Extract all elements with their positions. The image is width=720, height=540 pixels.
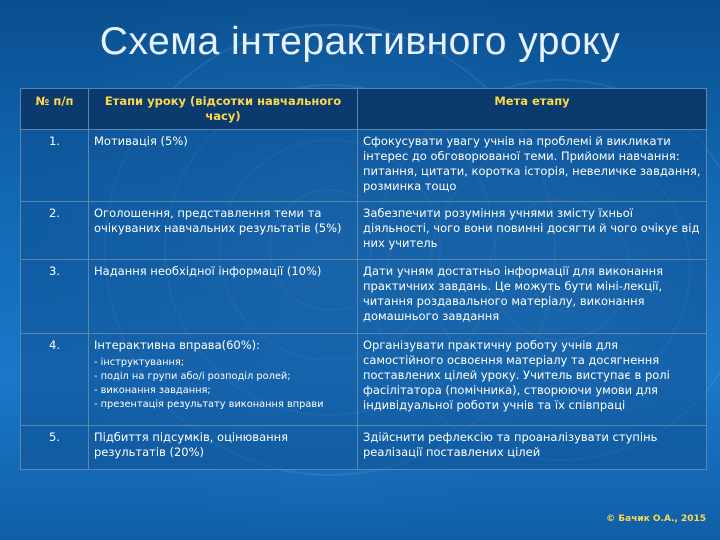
header-stage: Етапи уроку (відсотки навчального часу) <box>89 89 358 130</box>
row-goal: Сфокусувати увагу учнів на проблемі й викликати інтерес до обговорюваної теми. Прийоми навчання: питання, цитати, коротка історія, невеличке завдання, розминка тощо <box>358 130 707 202</box>
header-number: № п/п <box>21 89 89 130</box>
row-stage: Надання необхідної інформації (10%) <box>89 260 358 334</box>
table-row <box>21 334 707 426</box>
table-row <box>21 260 707 334</box>
substep-item: - презентація результату виконання вправи <box>94 399 324 410</box>
substep-item: - поділ на групи або/і розподіл ролей; <box>94 371 291 382</box>
row-stage-cell <box>89 334 358 426</box>
table-row <box>21 202 707 260</box>
lesson-table <box>20 88 707 470</box>
row-number: 5. <box>21 426 89 470</box>
row-stage: Мотивація (5%) <box>89 130 358 202</box>
table-row <box>21 426 707 470</box>
substep-item: - інструктування; <box>94 357 185 368</box>
row-number: 3. <box>21 260 89 334</box>
page-title: Схема інтерактивного уроку <box>99 20 621 63</box>
row-goal: Здійснити рефлексію та проаналізувати ступінь реалізації поставлених цілей <box>358 426 707 470</box>
row-number: 1. <box>21 130 89 202</box>
table-header-row <box>21 89 707 130</box>
row-goal: Організувати практичну роботу учнів для самостійного освоєння матеріалу та досягнення поставлених цілей уроку. Учитель виступає в ролі фасілітатора (помічника), створюючи умови для індивідуальної роботи учнів та їх співпраці <box>358 334 707 426</box>
copyright-footer: © Бачик О.А., 2015 <box>606 514 706 524</box>
row-goal: Забезпечити розуміння учнями змісту їхньої діяльності, чого вони повинні досягти й чого очікує від них учитель <box>358 202 707 260</box>
substep-item: - виконання завдання; <box>94 385 211 396</box>
header-goal: Мета етапу <box>358 89 707 130</box>
row-stage: Підбиття підсумків, оцінювання результатів (20%) <box>89 426 358 470</box>
row-stage: Оголошення, представлення теми та очікуваних навчальних результатів (5%) <box>89 202 358 260</box>
row-goal: Дати учням достатньо інформації для виконання практичних завдань. Це можуть бути міні-лекції, читання роздавального матеріалу, виконання домашнього завдання <box>358 260 707 334</box>
row-stage: Інтерактивна вправа(60%): <box>94 338 261 352</box>
stage-substeps <box>94 356 352 412</box>
table-row <box>21 130 707 202</box>
row-number: 2. <box>21 202 89 260</box>
row-number: 4. <box>21 334 89 426</box>
